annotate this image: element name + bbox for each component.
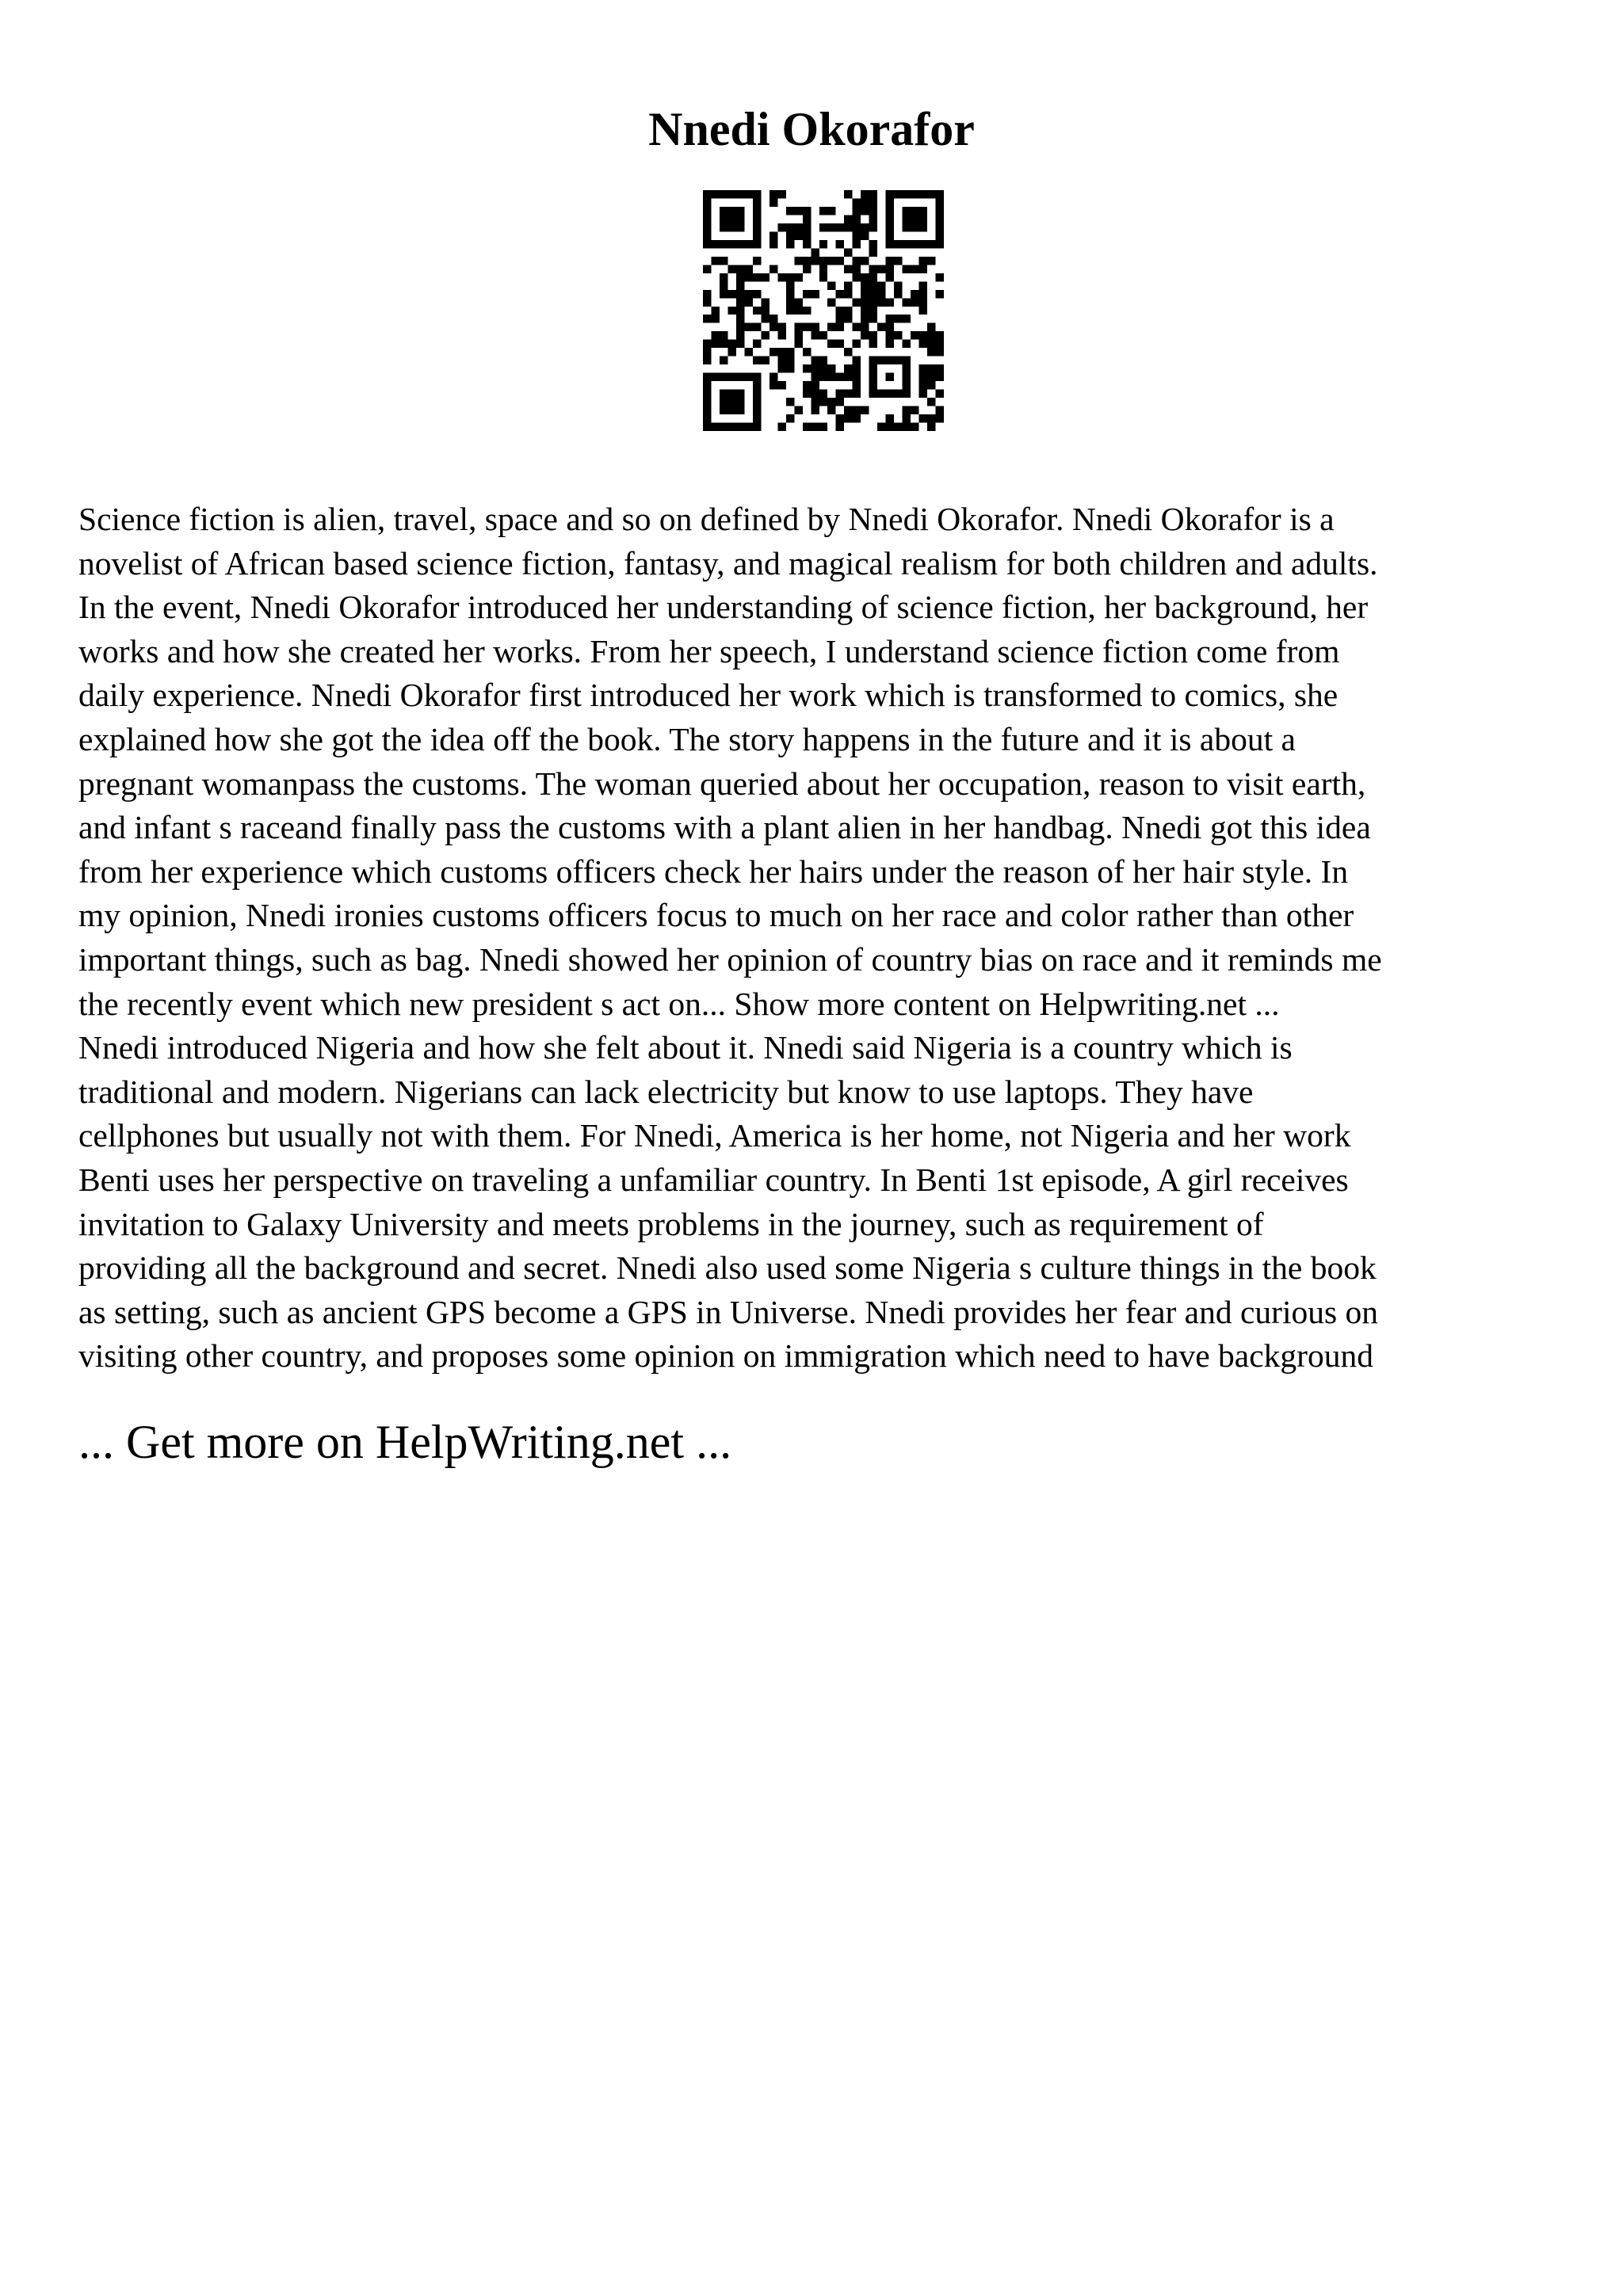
body-text-line: important things, such as bag. Nnedi showed her opinion of country bias on race and it reminds me <box>78 940 1382 978</box>
body-text-line: the recently event which new president s act on... Show more content on Helpwriting.net ... <box>78 985 1280 1022</box>
body-text-line: pregnant womanpass the customs. The woman queried about her occupation, reason to visit earth, <box>78 765 1366 802</box>
body-text-line: my opinion, Nnedi ironies customs officers focus to much on her race and color rather than other <box>78 897 1354 934</box>
body-text-line: novelist of African based science fiction, fantasy, and magical realism for both children and adults. <box>78 544 1378 582</box>
qr-code-graphic <box>703 190 944 431</box>
page-title: Nnedi Okorafor <box>648 103 975 155</box>
qr-code-icon <box>703 190 944 431</box>
body-text-line: from her experience which customs officers check her hairs under the reason of her hair style. In <box>78 852 1349 890</box>
body-text-line: as setting, such as ancient GPS become a GPS in Universe. Nnedi provides her fear and curious on <box>78 1293 1379 1330</box>
body-text-line: providing all the background and secret. Nnedi also used some Nigeria s culture things in the book <box>78 1249 1377 1287</box>
get-more-link[interactable]: ... Get more on HelpWriting.net ... <box>78 1416 732 1468</box>
body-text-line: cellphones but usually not with them. For Nnedi, America is her home, not Nigeria and her work <box>78 1117 1351 1154</box>
body-text-line: Nnedi introduced Nigeria and how she felt about it. Nnedi said Nigeria is a country which is <box>78 1029 1293 1066</box>
body-text-line: explained how she got the idea off the book. The story happens in the future and it is about a <box>78 720 1296 757</box>
body-text-line: invitation to Galaxy University and meets problems in the journey, such as requirement of <box>78 1205 1264 1242</box>
body-paragraph <box>78 498 1560 1379</box>
body-text-line: Benti uses her perspective on traveling a unfamiliar country. In Benti 1st episode, A girl receives <box>78 1161 1349 1198</box>
body-text-line: In the event, Nnedi Okorafor introduced her understanding of science fiction, her background, her <box>78 589 1369 626</box>
body-text-line: visiting other country, and proposes some opinion on immigration which need to have background <box>78 1337 1373 1375</box>
body-text-line: and infant s raceand finally pass the customs with a plant alien in her handbag. Nnedi got this idea <box>78 809 1371 846</box>
body-text-line: works and how she created her works. From her speech, I understand science fiction come from <box>78 632 1340 669</box>
body-text-line: Science fiction is alien, travel, space and so on defined by Nnedi Okorafor. Nnedi Okorafor is a <box>78 501 1335 537</box>
body-text-line: daily experience. Nnedi Okorafor first introduced her work which is transformed to comics, she <box>78 677 1338 714</box>
body-text-line: traditional and modern. Nigerians can lack electricity but know to use laptops. They have <box>78 1073 1254 1110</box>
